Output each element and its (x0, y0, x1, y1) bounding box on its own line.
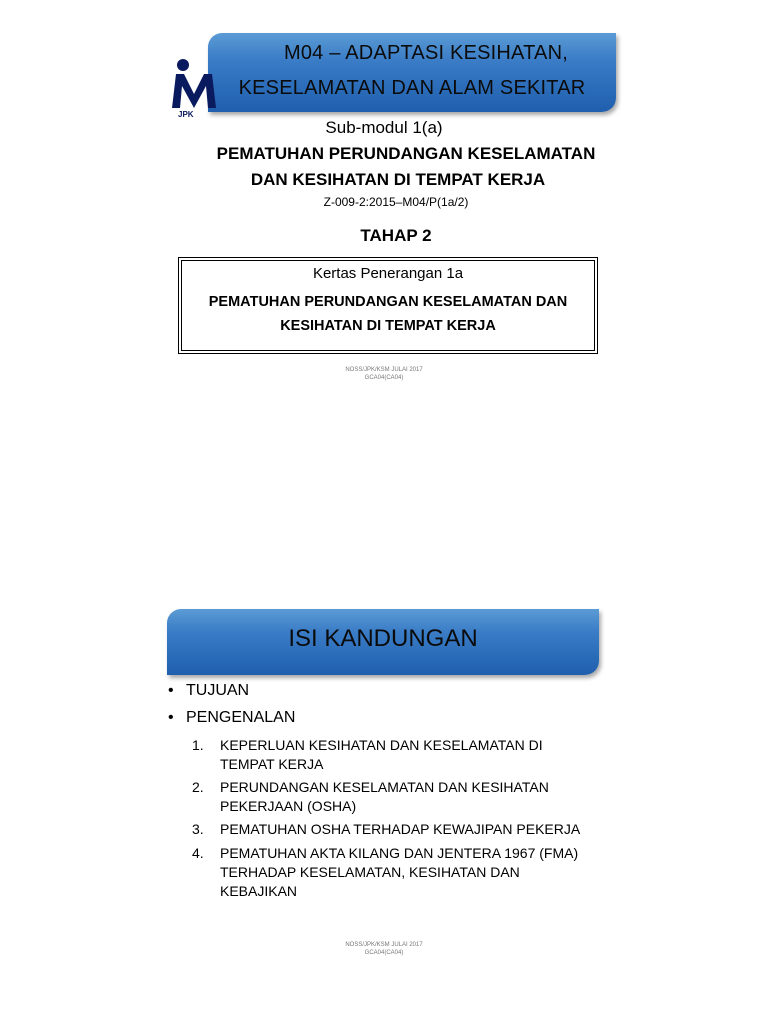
info-sheet-label: Kertas Penerangan 1a (312, 265, 464, 282)
level-label: TAHAP 2 (360, 226, 432, 245)
list-item-number: 3. (192, 821, 204, 837)
info-sheet-title-line-2: KESIHATAN DI TEMPAT KERJA (280, 318, 496, 334)
main-title-line-2: DAN KESIHATAN DI TEMPAT KERJA (250, 170, 546, 189)
main-title-line-1: PEMATUHAN PERUNDANGAN KESELAMATAN (216, 144, 596, 163)
list-item-number: 1. (192, 737, 204, 753)
contents-heading: ISI KANDUNGAN (288, 625, 478, 652)
banner-line-1: M04 – ADAPTASI KESIHATAN, (284, 42, 568, 64)
footer-line-1: NOSS/JPK/KSM JULAI 2017 (345, 942, 423, 948)
slide-footer (0, 941, 768, 957)
title-banner (208, 33, 616, 112)
list-item-text: PEMATUHAN OSHA TERHADAP KEWAJIPAN PEKERJA (220, 821, 581, 837)
bullet-item (168, 709, 295, 727)
bullet-text: PENGENALAN (186, 709, 296, 726)
contents-banner (167, 609, 599, 675)
submodule-label: Sub-modul 1(a) (325, 118, 443, 137)
bullet-dot-icon: • (168, 709, 174, 726)
footer-line-2: GCA04(CA04) (364, 950, 404, 956)
document-code: Z-009-2:2015–M04/P(1a/2) (323, 195, 469, 209)
list-item-number: 2. (192, 779, 204, 795)
bullet-text: TUJUAN (186, 682, 250, 699)
slide-footer (0, 366, 768, 382)
list-item-text: KEPERLUAN KESIHATAN DAN KESELAMATAN DI TEMPAT KERJA (220, 737, 543, 772)
bullet-item (168, 682, 249, 700)
banner-line-2: KESELAMATAN DAN ALAM SEKITAR (238, 77, 586, 99)
footer-line-2: GCA04(CA04) (364, 375, 404, 381)
list-item-text: PERUNDANGAN KESELAMATAN DAN KESIHATAN PEKERJAAN (OSHA) (220, 779, 549, 814)
info-sheet-title-line-1: PEMATUHAN PERUNDANGAN KESELAMATAN DAN (208, 294, 568, 310)
info-sheet-box (178, 257, 598, 354)
slide-2 (0, 512, 768, 1024)
list-item-number: 4. (192, 845, 204, 861)
logo-text: JPK (178, 110, 194, 119)
footer-line-1: NOSS/JPK/KSM JULAI 2017 (345, 367, 423, 373)
list-item-text: PEMATUHAN AKTA KILANG DAN JENTERA 1967 (FMA) TERHADAP KESELAMATAN, KESIHATAN DAN KEBAJIKAN (220, 845, 579, 899)
bullet-dot-icon: • (168, 682, 174, 699)
